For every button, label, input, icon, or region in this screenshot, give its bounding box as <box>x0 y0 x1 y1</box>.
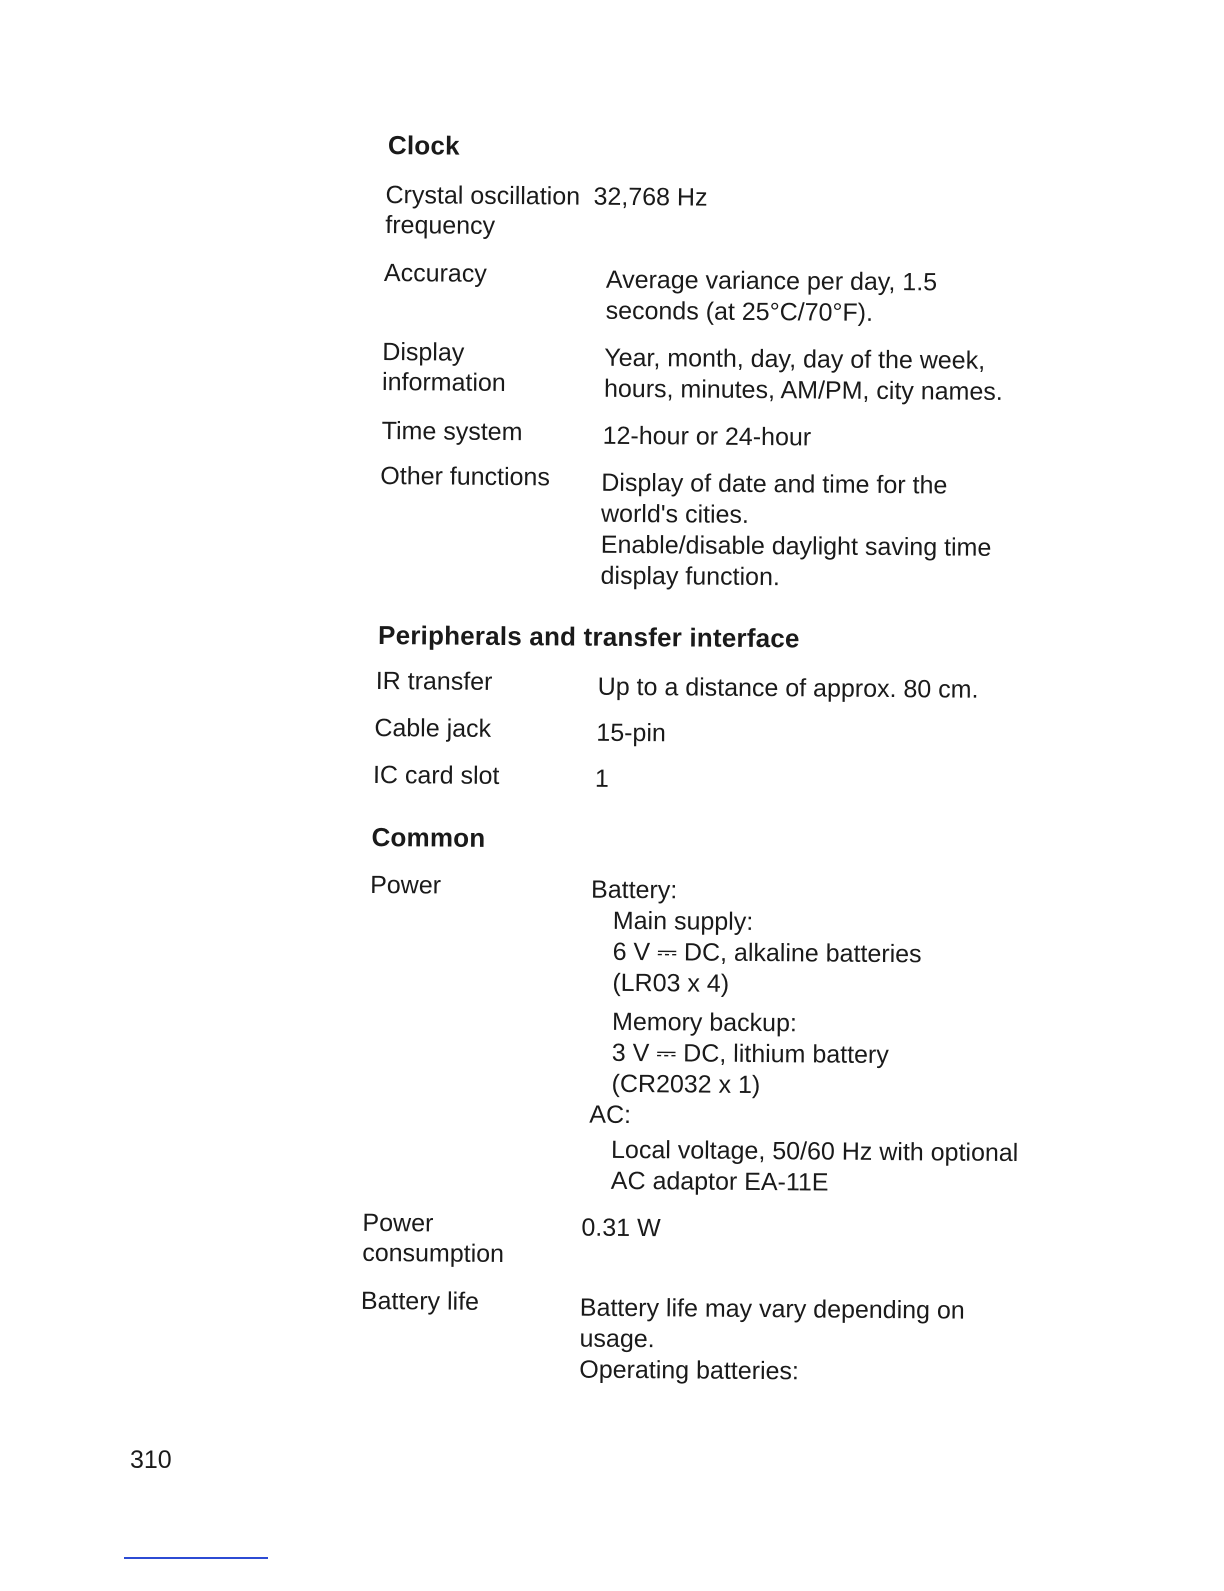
spec-label-line: frequency <box>385 211 496 240</box>
spec-label <box>385 180 580 242</box>
spec-value-line: 0.31 W <box>581 1213 661 1243</box>
spec-label-line: Power <box>362 1208 434 1238</box>
spec-label: Power <box>370 870 442 900</box>
spec-label <box>380 461 550 492</box>
spec-label-line: IC card slot <box>372 760 500 790</box>
spec-value <box>596 718 666 750</box>
spec-label-line: consumption <box>362 1238 505 1269</box>
spec-value-line: 3 V ⎓ DC, lithium battery <box>611 1038 889 1070</box>
spec-label <box>376 666 493 697</box>
spec-value <box>604 343 1003 408</box>
spec-label <box>373 760 500 791</box>
spec-value-line: Local voltage, 50/60 Hz with optional <box>610 1135 1019 1168</box>
section-heading-clock: Clock <box>387 130 460 161</box>
spec-value <box>603 421 812 454</box>
spec-value-line: Display of date and time for the <box>601 468 948 500</box>
spec-value-line: Average variance per day, 1.5 <box>605 265 938 297</box>
spec-value <box>606 265 938 330</box>
spec-label-line: Cable jack <box>374 713 492 743</box>
spec-value-line: AC adaptor EA-11E <box>610 1166 829 1197</box>
spec-value-line: AC: <box>589 1100 632 1130</box>
spec-value-line: 15-pin <box>596 718 666 748</box>
spec-label <box>384 258 487 289</box>
spec-value-line: Memory backup: <box>611 1007 797 1038</box>
spec-label-line: IR transfer <box>375 666 493 696</box>
spec-label-line: Display <box>382 338 465 367</box>
spec-value-line: Year, month, day, day of the week, <box>604 343 986 375</box>
spec-label-line: Accuracy <box>383 259 487 288</box>
spec-label: Battery life <box>360 1286 480 1316</box>
spec-value-line: Battery: <box>591 875 678 905</box>
spec-value-line: hours, minutes, AM/PM, city names. <box>603 374 1003 406</box>
spec-label-line: Crystal oscillation <box>385 181 581 211</box>
spec-label <box>382 337 506 398</box>
spec-value-line: 32,768 Hz <box>593 182 708 212</box>
spec-value <box>595 764 609 795</box>
spec-value-line: usage. <box>579 1324 655 1354</box>
bottom-rule <box>124 1557 268 1559</box>
spec-value <box>600 468 991 595</box>
spec-label <box>382 416 523 447</box>
spec-value-line: Enable/disable daylight saving time <box>600 530 992 562</box>
spec-value-line: 1 <box>594 764 610 793</box>
spec-value-line: (LR03 x 4) <box>612 968 730 998</box>
spec-value-line: 12-hour or 24-hour <box>602 421 812 452</box>
spec-value-line: Main supply: <box>612 906 754 936</box>
page-number: 310 <box>130 1446 172 1474</box>
spec-label <box>362 1208 504 1269</box>
section-heading-common: Common <box>371 821 486 853</box>
spec-label-line: Time system <box>381 417 523 447</box>
spec-label <box>374 713 491 744</box>
spec-value <box>581 1213 660 1245</box>
spec-value-line: Operating batteries: <box>579 1355 800 1386</box>
spec-value-line: Up to a distance of approx. 80 cm. <box>597 672 979 704</box>
spec-value-line: 6 V ⎓ DC, alkaline batteries <box>612 937 922 969</box>
spec-label-line: Other functions <box>380 462 550 492</box>
spec-value <box>598 672 979 706</box>
spec-label-line: information <box>381 368 506 397</box>
spec-value-line: Battery life may vary depending on <box>579 1293 965 1325</box>
spec-value <box>589 875 1021 1200</box>
section-heading-peripherals: Peripherals and transfer interface <box>377 620 800 654</box>
spec-value-line: (CR2032 x 1) <box>611 1069 761 1100</box>
spec-value-line: display function. <box>600 561 780 592</box>
spec-value <box>579 1293 965 1389</box>
spec-value-line: world's cities. <box>600 499 750 529</box>
spec-value-line: seconds (at 25°C/70°F). <box>605 296 874 327</box>
spec-value <box>593 182 707 214</box>
